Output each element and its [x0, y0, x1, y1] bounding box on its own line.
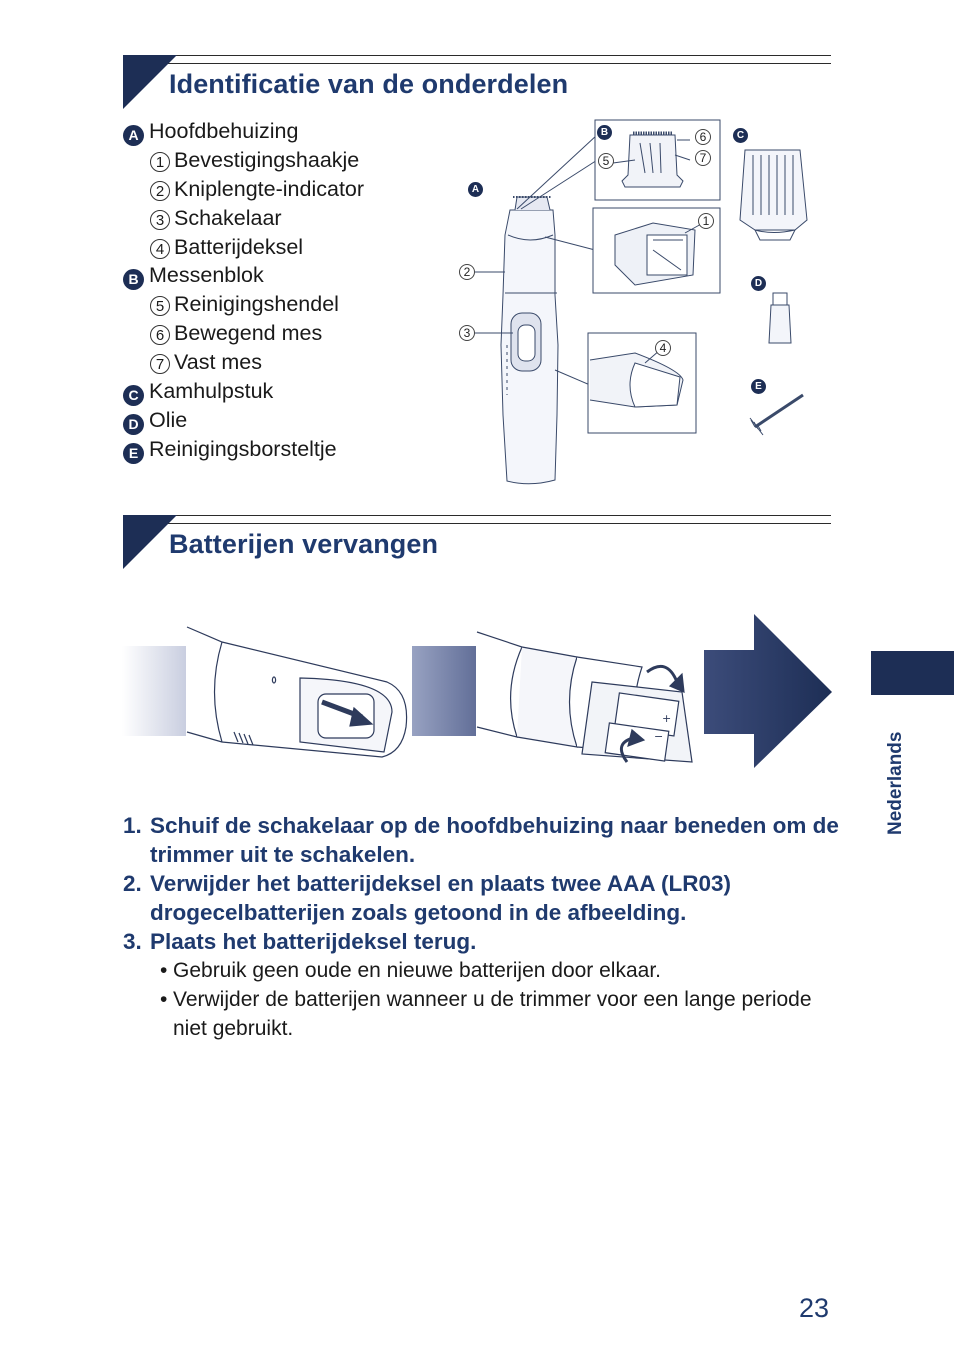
step-text: Verwijder het batterijdeksel en plaats twee AAA (LR03) drogecelbatterijen zoals getoond in de afbeelding. [150, 871, 732, 925]
figure-number-4: 4 [655, 340, 671, 356]
parts-list-item [123, 261, 364, 290]
figure-label-d: D [751, 276, 766, 291]
figure-number-6: 6 [695, 129, 711, 145]
parts-list-item [123, 233, 364, 262]
parts-list-item [123, 146, 364, 175]
parts-list-item [123, 204, 364, 233]
part-letter-badge: E [123, 443, 144, 464]
divider-line [123, 63, 831, 64]
bullet: • [160, 988, 168, 1011]
figure-number-5: 5 [598, 153, 614, 169]
part-number-badge: 6 [150, 325, 170, 345]
parts-list-item [123, 117, 364, 146]
note-item [160, 956, 840, 985]
part-label: Reinigingsborsteltje [149, 436, 337, 461]
part-label: Hoofdbehuizing [149, 119, 299, 143]
parts-list-item [123, 175, 364, 204]
trimmer-parts-illustration [455, 115, 815, 490]
figure-number-3: 3 [459, 325, 475, 341]
parts-list-item [123, 319, 364, 348]
step-number: 2. [123, 871, 142, 896]
figure-label-a: A [468, 182, 483, 197]
divider-line [123, 515, 831, 516]
step-number: 1. [123, 813, 142, 838]
part-number-badge: 2 [150, 181, 170, 201]
step-text: Plaats het batterijdeksel terug. [150, 929, 477, 954]
divider-line [123, 55, 831, 56]
part-label: Bewegend mes [174, 321, 323, 346]
instruction-step [123, 869, 843, 927]
part-number-badge: 3 [150, 210, 170, 230]
parts-list-item [123, 406, 364, 435]
part-label: Messenblok [149, 263, 264, 288]
section-title: Batterijen vervangen [169, 529, 439, 559]
figure-label-c: C [733, 128, 748, 143]
language-label: Nederlands [885, 731, 906, 835]
figure-number-1: 1 [698, 213, 714, 229]
part-letter-badge: C [123, 385, 144, 406]
part-number-badge: 5 [150, 296, 170, 316]
part-number-badge: 7 [150, 354, 170, 374]
instruction-steps [123, 811, 843, 956]
battery-plus-symbol: + [662, 712, 672, 725]
instruction-step [123, 927, 843, 956]
language-tab-marker [871, 651, 954, 695]
parts-list-item [123, 290, 364, 319]
section-title: Identificatie van de onderdelen [169, 69, 569, 99]
figure-label-b: B [597, 125, 612, 140]
parts-list-item [123, 348, 364, 377]
battery-minus-symbol: − [654, 730, 664, 743]
figure-number-2: 2 [459, 264, 475, 280]
figure-number-7: 7 [695, 150, 711, 166]
step-indicator-arrow [704, 614, 832, 768]
section-header-battery [123, 515, 831, 571]
divider-line [123, 523, 831, 524]
part-label: Olie [149, 407, 188, 432]
part-letter-badge: A [123, 125, 144, 146]
section-header-identification [123, 55, 831, 111]
step-indicator-1 [122, 646, 186, 736]
part-number-badge: 1 [150, 152, 170, 172]
note-item [160, 985, 840, 1043]
part-number-badge: 4 [150, 239, 170, 259]
part-label: Reinigingshendel [174, 292, 339, 317]
part-label: Vast mes [174, 350, 263, 375]
bullet: • [160, 959, 168, 982]
part-label: Kamhulpstuk [149, 379, 274, 404]
note-text: Gebruik geen oude en nieuwe batterijen door elkaar. [173, 959, 662, 982]
step-text: Schuif de schakelaar op de hoofdbehuizing naar beneden om de trimmer uit te schakelen. [150, 813, 839, 867]
parts-list [123, 117, 364, 464]
parts-list-item [123, 377, 364, 406]
part-label: Kniplengte-indicator [174, 176, 365, 201]
part-letter-badge: D [123, 414, 144, 435]
part-label: Batterijdeksel [174, 234, 304, 259]
step-number: 3. [123, 929, 142, 954]
part-letter-badge: B [123, 269, 144, 290]
notes-list [160, 956, 840, 1043]
part-label: Bevestigingshaakje [174, 147, 360, 172]
note-text: Verwijder de batterijen wanneer u de trimmer voor een lange periode niet gebruikt. [173, 988, 812, 1040]
figure-label-e: E [751, 379, 766, 394]
parts-list-item [123, 435, 364, 464]
battery-replacement-illustration [122, 612, 834, 772]
instruction-step [123, 811, 843, 869]
part-label: Schakelaar [174, 205, 282, 230]
page-number: 23 [799, 1293, 830, 1323]
step-indicator-2 [412, 646, 476, 736]
